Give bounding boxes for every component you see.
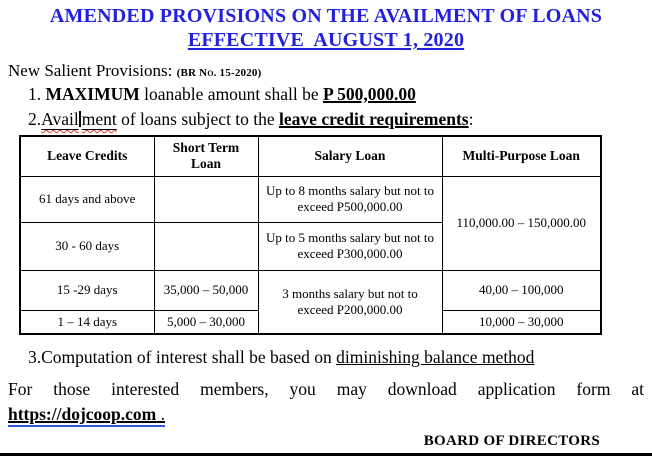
table-row (20, 270, 601, 310)
item-3-underlined: diminishing balance method (336, 347, 535, 368)
title-line-2: EFFECTIVE AUGUST 1, 2020 (187, 29, 465, 51)
item-1-amount: P 500,000.00 (323, 84, 416, 104)
item-2-bold-underlined: leave credit requirements (279, 109, 469, 130)
cell-salary-r1: Up to 8 months salary but not to exceed P500,000.00 (258, 176, 442, 222)
availment-underline-wrap (41, 109, 117, 129)
item-1-bold-word: MAXIMUM (45, 84, 140, 104)
table-header-row (20, 136, 601, 176)
misspelled-word-availment (41, 109, 117, 129)
board-of-directors-signature: BOARD OF DIRECTORS (423, 432, 600, 449)
item-2-colon: : (468, 109, 474, 130)
cell-leave-credits-r1: 61 days and above (20, 176, 154, 222)
cell-leave-credits-r3: 15 -29 days (20, 270, 154, 310)
cell-multi-purpose-r3: 40,00 – 100,000 (442, 270, 601, 310)
item-3-text: Computation of interest shall be based on (41, 347, 337, 368)
header-salary-loan: Salary Loan (258, 136, 442, 176)
item-2-number: 2. (28, 109, 42, 130)
item-1-number: 1. (28, 84, 46, 104)
board-resolution-ref: (BR No. 15-2020) (176, 67, 262, 79)
bottom-horizontal-rule (0, 453, 652, 456)
header-short-term-loan: Short Term Loan (154, 136, 258, 176)
dojcoop-link-text[interactable]: https://dojcoop.com (8, 404, 157, 425)
footer-paragraph: For those interested members, you may download application form at (8, 379, 644, 400)
link-trailing-dot: . (156, 404, 166, 425)
cell-leave-credits-r2: 30 - 60 days (20, 222, 154, 270)
dojcoop-link[interactable] (8, 404, 165, 427)
cell-leave-credits-r4: 1 – 14 days (20, 310, 154, 334)
loan-table (19, 135, 602, 335)
cell-multi-purpose-r1r2-merged: 110,000.00 – 150,000.00 (442, 176, 601, 270)
cell-short-term-r4: 5,000 – 30,000 (154, 310, 258, 334)
availment-part-b: ment (81, 109, 117, 130)
table-row (20, 176, 601, 222)
cell-salary-r2: Up to 5 months salary but not to exceed P300,000.00 (258, 222, 442, 270)
cell-short-term-r1 (154, 176, 258, 222)
item-1-text: loanable amount shall be (139, 84, 323, 104)
item-1 (28, 83, 652, 106)
title-line-1: AMENDED PROVISIONS ON THE AVAILMENT OF LOANS (49, 5, 603, 27)
cell-short-term-r3: 35,000 – 50,000 (154, 270, 258, 310)
item-3 (28, 346, 652, 369)
intro-label: New Salient Provisions: (8, 61, 177, 80)
availment-part-a: Avail (41, 109, 79, 130)
header-leave-credits: Leave Credits (20, 136, 154, 176)
item-2-text: of loans subject to the (116, 109, 280, 130)
intro-line (8, 61, 652, 81)
link-line (8, 403, 644, 426)
cell-salary-r3r4-merged: 3 months salary but not to exceed P200,000.00 (258, 270, 442, 334)
item-2 (28, 108, 652, 131)
item-3-number: 3. (28, 347, 42, 368)
header-multi-purpose-loan: Multi-Purpose Loan (442, 136, 601, 176)
cell-multi-purpose-r4: 10,000 – 30,000 (442, 310, 601, 334)
cell-short-term-r2 (154, 222, 258, 270)
document-title (0, 4, 652, 52)
